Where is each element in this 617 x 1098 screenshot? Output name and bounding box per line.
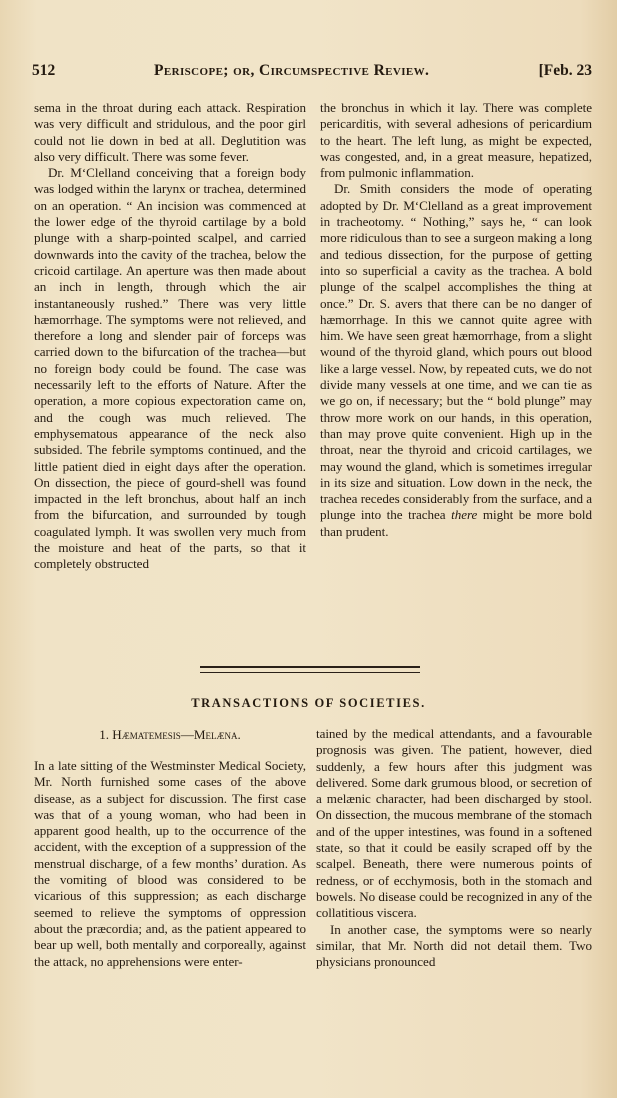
paragraph: In a late sitting of the Westminster Medical Society, Mr. North furnished some cases of the above disease, as a subject for discussion. The first case was that of a young woman, who had been in apparent good health, up to the occurrence of the accident, with the exception of a suppression of the menstrual discharge, of a few months’ duration. As the vomiting of blood was considered to be vicarious of this suppression; as each discharge seemed to relieve the symptoms of oppression about the præcordia; and, as the patient appeared to bear up well, both mentally and corporeally, against the attack, no apprehensions were enter-: [34, 758, 306, 969]
header-date: [Feb. 23: [538, 62, 592, 79]
emphasis-text: there: [451, 507, 478, 523]
top-left-column: [34, 100, 306, 573]
paragraph-text-end: might be more bold than prudent.: [320, 507, 592, 539]
paragraph: sema in the throat during each attack. Respiration was very difficult and stridulous, and the poor girl could not lie down in bed at all. Deglutition was also very difficult. There was some fever.: [34, 100, 306, 164]
running-title: Periscope; or, Circumspective Review.: [154, 62, 430, 79]
paragraph: [320, 181, 592, 540]
page-header: [32, 62, 592, 84]
top-right-column: [320, 100, 592, 540]
section-title: TRANSACTIONS OF SOCIETIES.: [191, 696, 426, 710]
section-divider-thin: [200, 672, 420, 673]
paragraph: In another case, the symptoms were so nearly similar, that Mr. North did not detail them. Two physicians pronounced: [316, 921, 592, 970]
paragraph: tained by the medical attendants, and a favourable prognosis was given. The patient, however, died suddenly, a few hours after this judgment was delivered. Some dark grumous blood, or secretion of a melænic character, had been discharged by stool. On dissection, the mucous membrane of the stomach and of the upper intestines, was found in a softened state, so that it could be easily scraped off by the scalpel. Beneath, there were numerous points of redness, or of ecchymosis, both in the stomach and bowels. No disease could be recognized in any of the collatitious viscera.: [316, 726, 592, 921]
bottom-left-column: [34, 758, 306, 970]
article-subheading: 1. Hæmatemesis—Melæna.: [99, 727, 241, 742]
bottom-right-column: [316, 726, 592, 970]
paragraph-text: Dr. Smith considers the mode of operating adopted by Dr. M‘Clelland as a great improvement in tracheotomy. “ Nothing,” says he, “ can look more ridiculous than to see a surgeon making a long and tedious dissection, for the purpose of getting into so superficial a cavity as the trachea. A bold plunge of the scalpel accomplishes the thing at once.” Dr. S. avers that there can be no danger of hæmorrhage. In this we cannot quite agree with him. We have seen great hæmorrhage, from a slight wound of the thyroid gland, which pours out blood like a large vessel. Now, by repeated cuts, we do not divide many vessels at one time, and we can tie as we go on, if necessary; but the “ bold plunge” may throw more work on our hands, in this operation, than may prove quite convenient. High up in the throat, near the thyroid and cricoid cartilages, we may wound the gland, which is sometimes irregular in its size and situation. Low down in the neck, the trachea recedes considerably from the surface, and a plunge into the trachea: [320, 181, 592, 523]
paragraph: Dr. M‘Clelland conceiving that a foreign body was lodged within the larynx or trachea, determined on an operation. “ An incision was commenced at the lower edge of the thyroid cartilage by a bold plunge with a sharp-pointed scalpel, and carried downwards into the cavity of the trachea, below the cricoid cartilage. An aperture was then made about an inch in length, through which the air instantaneously rushed.” There was very little hæmorrhage. The symptoms were not relieved, and therefore a long and slender pair of forceps was carried down to the bifurcation of the trachea—but no foreign body could be found. The case was necessarily left to the efforts of Nature. After the operation, a more copious expectoration came on, and the cough was much relieved. The emphysematous appearance of the neck also subsided. The febrile symptoms continued, and the little patient died in eight days after the operation. On dissection, the piece of gourd-shell was found impacted in the left bronchus, about half an inch from the bifurcation, and surrounded by tough coagulated lymph. It was swollen very much from the moisture and heat of the parts, so that it completely obstructed: [34, 165, 306, 572]
paragraph: the bronchus in which it lay. There was complete pericarditis, with several adhesions of pericardium to the heart. The left lung, as might be expected, was congested, and, in a great measure, hepatized, from pulmonic inflammation.: [320, 100, 592, 181]
page-number: 512: [32, 62, 56, 79]
section-divider-thick: [200, 666, 420, 668]
